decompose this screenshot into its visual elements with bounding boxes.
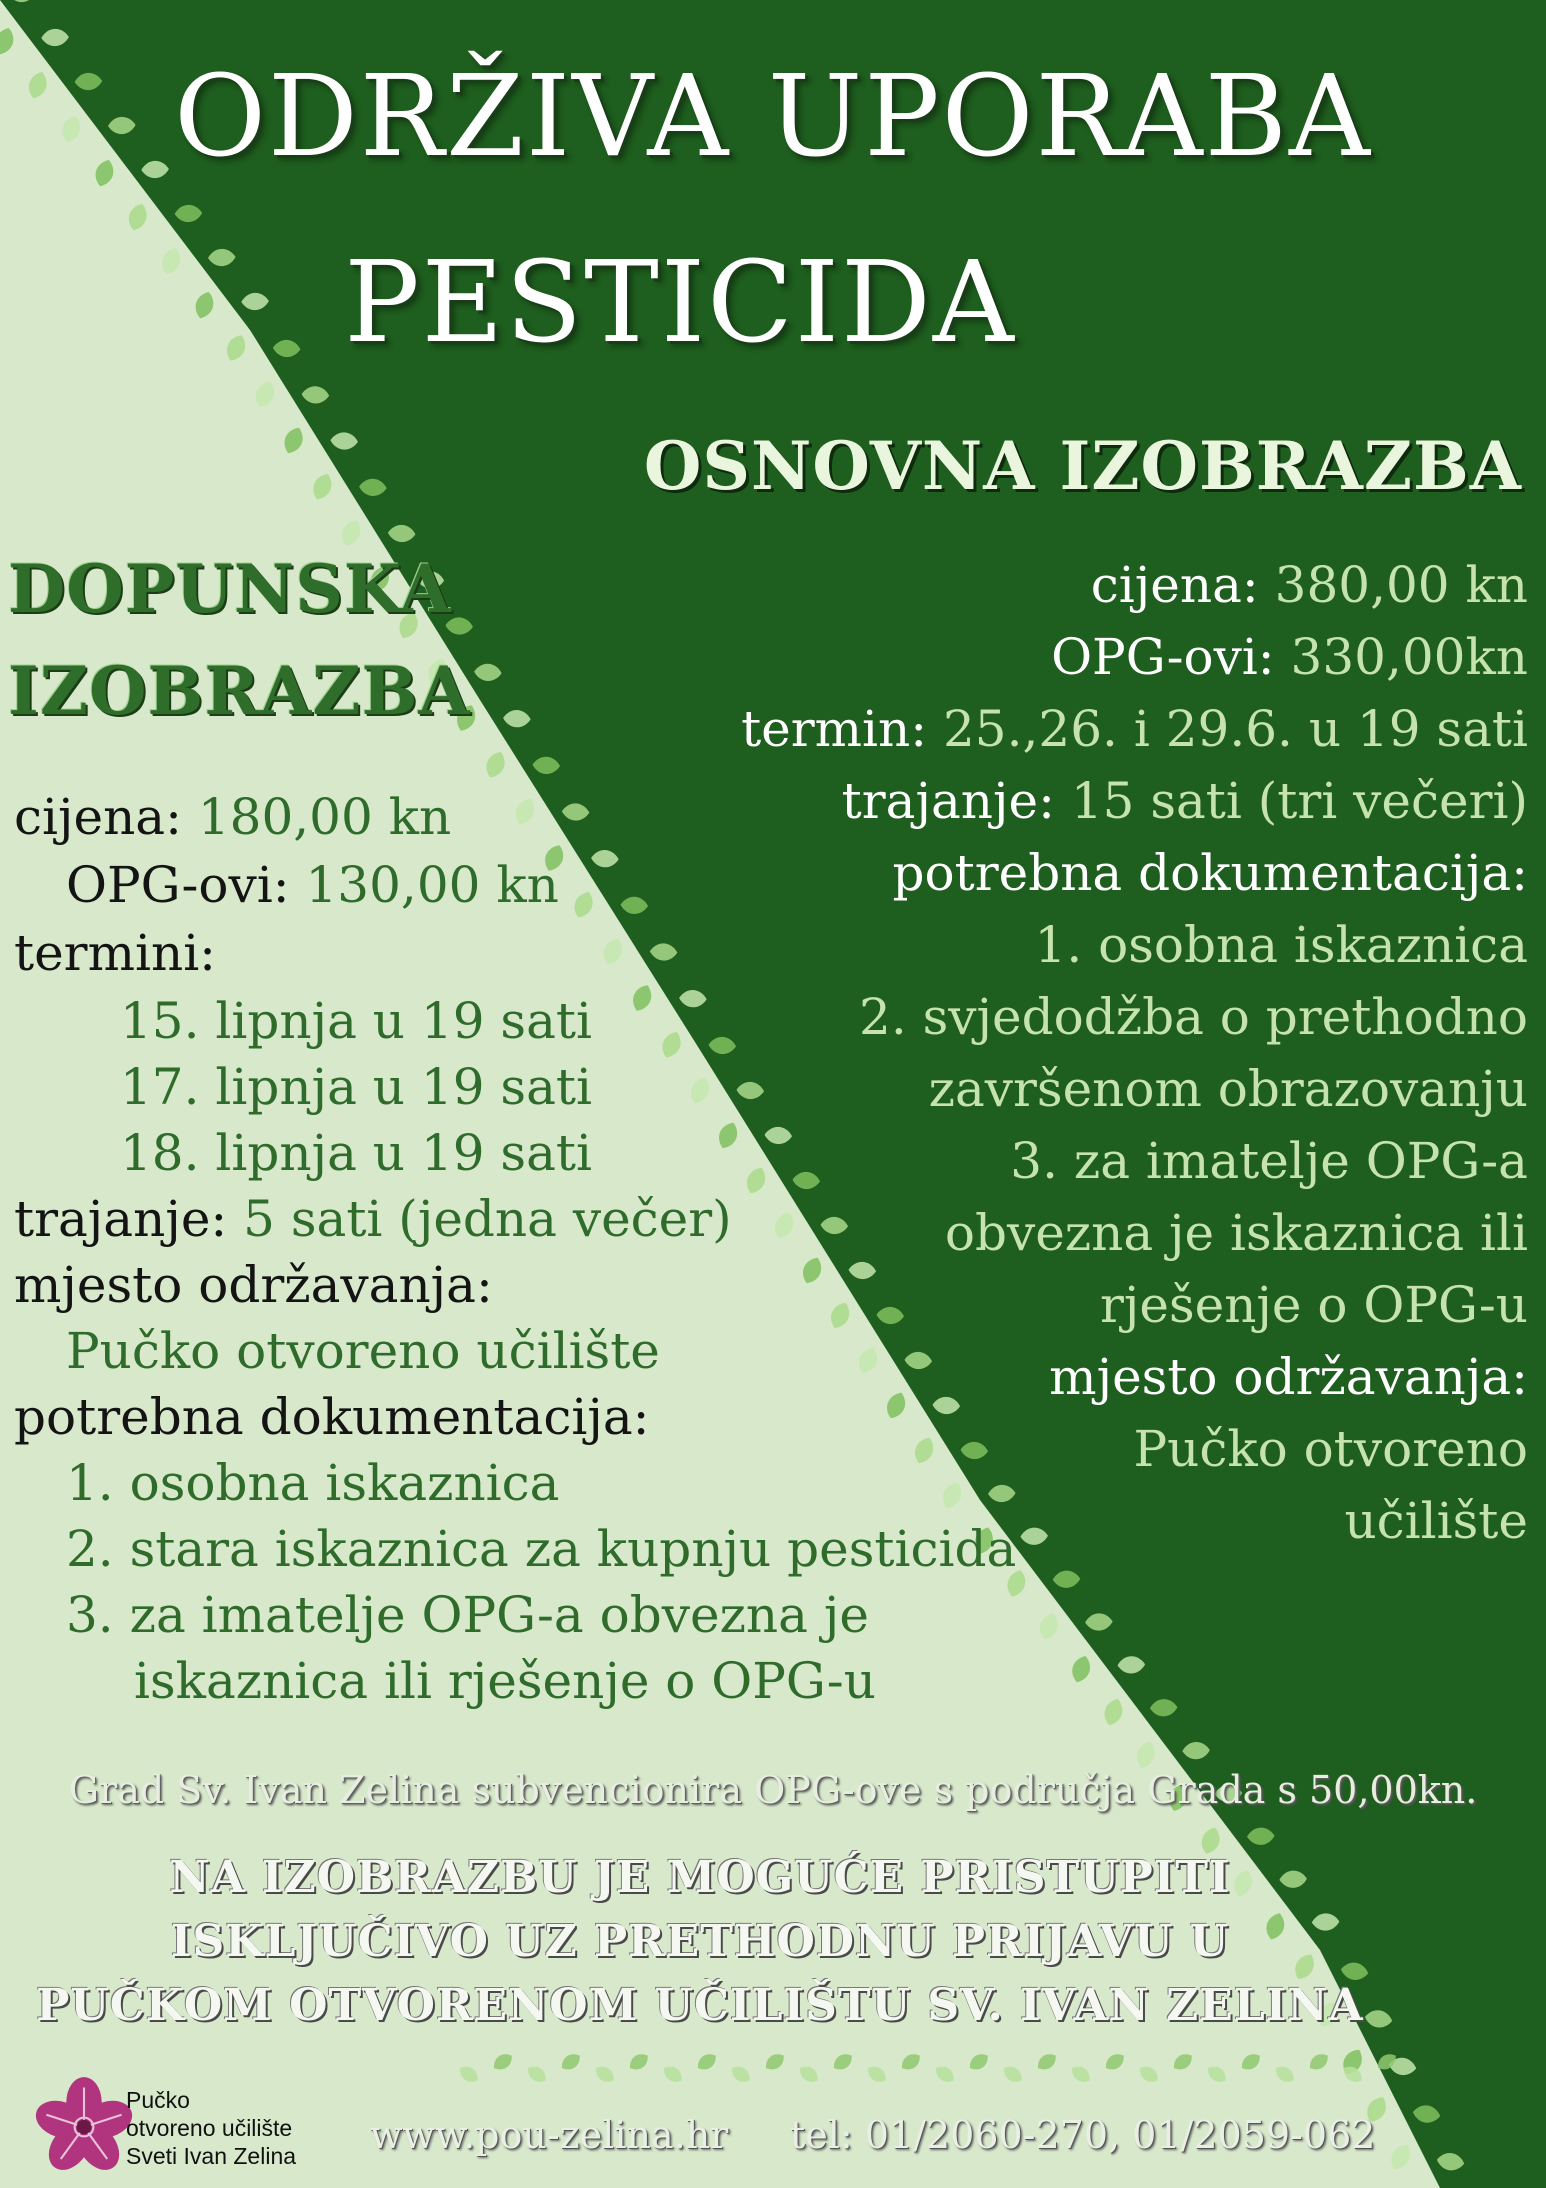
- osnovna-opg: [1051, 628, 1528, 686]
- dopunska-trajanje-value: 5 sati (jedna večer): [243, 1190, 732, 1248]
- dopunska-dok-item: 3. za imatelje OPG-a obvezna je: [66, 1586, 869, 1644]
- dopunska-cijena-value: 180,00 kn: [197, 788, 452, 846]
- logo-text-line: Sveti Ivan Zelina: [126, 2143, 297, 2169]
- footer-phone: tel: 01/2060-270, 01/2059-062: [790, 2113, 1376, 2157]
- osnovna-opg-label: OPG-ovi:: [1051, 628, 1291, 686]
- dopunska-dok-item: iskaznica ili rješenje o OPG-u: [134, 1652, 876, 1710]
- osnovna-dokumentacija-label: potrebna dokumentacija:: [892, 844, 1528, 902]
- osnovna-trajanje: [842, 772, 1528, 830]
- osnovna-dok-line: 2. svjedodžba o prethodno: [859, 988, 1528, 1046]
- poster-title-line2: PESTICIDA: [344, 238, 1016, 368]
- dopunska-cijena-label: cijena:: [14, 788, 198, 846]
- poster-title-line1: ODRŽIVA UPORABA: [174, 52, 1372, 182]
- subvention-note: Grad Sv. Ivan Zelina subvencionira OPG-ove s područja Grada s 50,00kn.: [68, 1768, 1478, 1812]
- dopunska-termin-item: 15. lipnja u 19 sati: [120, 992, 592, 1050]
- dopunska-opg-value: 130,00 kn: [305, 856, 559, 914]
- dopunska-heading-line2: IZOBRAZBA: [8, 652, 471, 730]
- registration-notice-line: NA IZOBRAZBU JE MOGUĆE PRISTUPITI: [169, 1852, 1231, 1903]
- dopunska-cijena: [14, 788, 451, 846]
- osnovna-opg-value: 330,00kn: [1290, 628, 1528, 686]
- registration-notice-line: PUČKOM OTVORENOM UČILIŠTU SV. IVAN ZELINA: [36, 1980, 1364, 2031]
- osnovna-mjesto-line: Pučko otvoreno: [1133, 1420, 1528, 1478]
- osnovna-trajanje-value: 15 sati (tri večeri): [1070, 772, 1528, 830]
- osnovna-cijena: [1091, 556, 1528, 614]
- dopunska-dok-item: 1. osobna iskaznica: [66, 1454, 560, 1512]
- dopunska-termin-item: 17. lipnja u 19 sati: [120, 1058, 592, 1116]
- dopunska-heading-line1: DOPUNSKA: [8, 550, 452, 628]
- dopunska-opg-label: OPG-ovi:: [66, 856, 306, 914]
- logo-text-line: Pučko: [126, 2087, 190, 2113]
- osnovna-dok-line: 1. osobna iskaznica: [1034, 916, 1528, 974]
- osnovna-cijena-value: 380,00 kn: [1274, 556, 1528, 614]
- footer-website[interactable]: www.pou-zelina.hr: [370, 2113, 729, 2157]
- osnovna-trajanje-label: trajanje:: [841, 772, 1071, 830]
- dopunska-dokumentacija-label: potrebna dokumentacija:: [14, 1388, 650, 1446]
- flower-logo-icon: [32, 2075, 136, 2179]
- dopunska-termini-label: termini:: [14, 924, 217, 982]
- osnovna-mjesto-line: učilište: [1344, 1492, 1528, 1550]
- osnovna-cijena-label: cijena:: [1090, 556, 1275, 614]
- osnovna-dok-line: obvezna je iskaznica ili: [944, 1204, 1528, 1262]
- osnovna-dok-line: rješenje o OPG-u: [1099, 1276, 1528, 1334]
- osnovna-heading: OSNOVNA IZOBRAZBA: [643, 427, 1522, 505]
- osnovna-dok-line: završenom obrazovanju: [928, 1060, 1528, 1118]
- osnovna-termin-value: 25.,26. i 29.6. u 19 sati: [943, 700, 1528, 758]
- dopunska-termin-item: 18. lipnja u 19 sati: [120, 1124, 592, 1182]
- dopunska-trajanje: [14, 1190, 732, 1248]
- dopunska-mjesto-value: Pučko otvoreno učilište: [66, 1322, 660, 1380]
- dopunska-mjesto-label: mjesto održavanja:: [14, 1256, 493, 1314]
- dopunska-opg: [66, 856, 559, 914]
- osnovna-termin: [741, 700, 1528, 758]
- dopunska-trajanje-label: trajanje:: [14, 1190, 244, 1248]
- logo-text-line: otvoreno učilište: [126, 2115, 293, 2141]
- osnovna-dok-line: 3. za imatelje OPG-a: [1010, 1132, 1528, 1190]
- registration-notice-line: ISKLJUČIVO UZ PRETHODNU PRIJAVU U: [170, 1916, 1230, 1967]
- osnovna-mjesto-label: mjesto održavanja:: [1049, 1348, 1528, 1406]
- dopunska-dok-item: 2. stara iskaznica za kupnju pesticida: [66, 1520, 1017, 1578]
- osnovna-termin-label: termin:: [741, 700, 943, 758]
